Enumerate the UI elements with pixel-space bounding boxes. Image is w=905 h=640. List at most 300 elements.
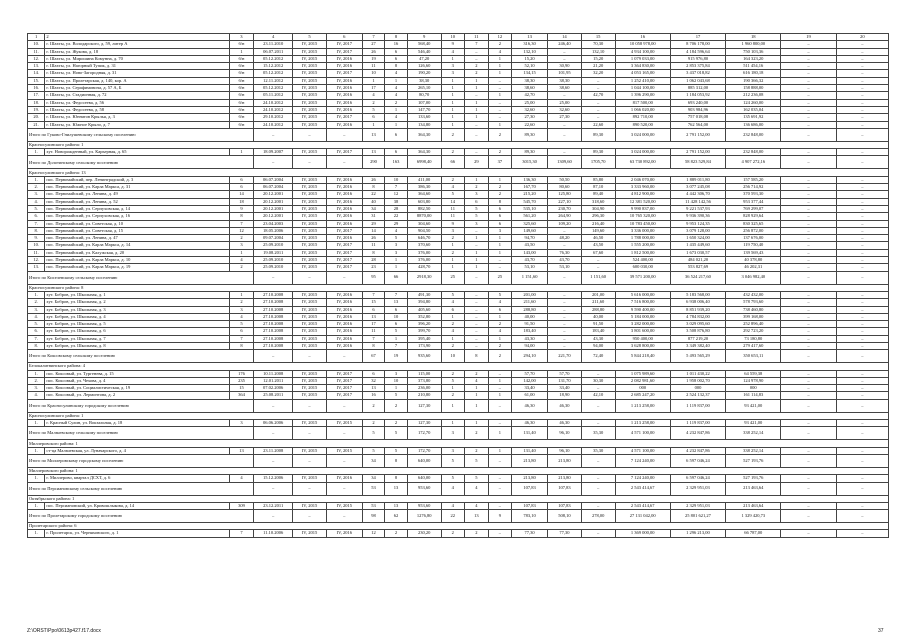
table-cell: Итого по Гуково-Гнилушевскому сельскому поселению [28, 128, 254, 141]
table-cell: 89,30 [581, 149, 615, 156]
table-cell: 25.09.2010 [254, 242, 293, 249]
table-cell: 1 958 002,70 [670, 377, 725, 384]
table-cell: 3 801 600,00 [615, 328, 670, 335]
table-cell: 2 [441, 370, 465, 377]
table-cell: б/н [229, 70, 254, 77]
table-cell: 32,60 [512, 106, 548, 113]
table-cell: 3 079 128,00 [670, 227, 725, 234]
table-cell: хут. Бобров, ул. Школьная, д. 2 [45, 299, 229, 306]
table-cell: 101,95 [548, 70, 582, 77]
table-cell: IV, 2015 [293, 530, 327, 537]
table-cell: 535,10 [512, 205, 548, 212]
table-cell: 230,70 [548, 205, 582, 212]
table-cell: 29.10.2012 [254, 114, 293, 121]
table-cell: 3 [385, 370, 408, 377]
table-cell: 235 [229, 377, 254, 384]
table-cell: – [548, 342, 582, 349]
table-cell: 1 555 200,00 [615, 242, 670, 249]
table-cell: IV, 2016 [326, 77, 362, 84]
table-cell: 18.05.2006 [254, 227, 293, 234]
table-cell: – [836, 420, 888, 427]
table-cell: Итого по Коксовскому сельскому поселению [28, 350, 254, 363]
table-cell: 23.12.2011 [254, 502, 293, 509]
table-cell: 12 [385, 191, 408, 198]
table-cell: 1 [441, 242, 465, 249]
table-cell: – [781, 510, 836, 523]
table-cell: – [781, 342, 836, 349]
table-cell: 34 [362, 205, 385, 212]
table-cell: IV, 2016 [326, 205, 362, 212]
table-cell: 13 [385, 482, 408, 495]
table-cell: 1 [465, 85, 489, 92]
table-cell: 22,60 [512, 121, 548, 128]
table-cell: 1 [488, 377, 512, 384]
table-cell: 1 [441, 264, 465, 271]
table-cell: 1 [441, 420, 465, 427]
table-cell: – [488, 114, 512, 121]
table-cell: IV, 2017 [326, 377, 362, 384]
table-cell: 17 [670, 34, 725, 41]
table-cell: – [781, 149, 836, 156]
section-heading-row [28, 495, 889, 502]
table-cell: 12.11.2012 [254, 77, 293, 84]
table-cell: IV, 2016 [326, 306, 362, 313]
table-cell: 16. [28, 85, 45, 92]
table-cell: 6 [229, 176, 254, 183]
table-cell: 1. [28, 370, 45, 377]
table-cell: 1 [465, 249, 489, 256]
table-cell: 2 [488, 191, 512, 198]
table-cell: 296,30 [581, 213, 615, 220]
table-cell: – [581, 85, 615, 92]
table-cell: 19 [385, 350, 408, 363]
table-cell: 1 062 043,68 [670, 77, 725, 84]
table-cell: 162 035,04 [726, 106, 781, 113]
section-heading-row [28, 440, 889, 447]
table-cell: – [781, 121, 836, 128]
table-cell: 11 [441, 205, 465, 212]
table-cell: хут. Бобров, ул. Школьная, д. 7 [45, 335, 229, 342]
table-cell: – [836, 271, 888, 284]
table-cell: 211,60 [512, 299, 548, 306]
table-cell: 1 [488, 392, 512, 399]
table-cell: 173,90 [407, 342, 441, 349]
table-cell: 6 [326, 34, 362, 41]
table-cell: 6. [28, 213, 45, 220]
table-cell: IV, 2016 [326, 121, 362, 128]
table-cell: г. Шахты, ул. Мирошина Комунна, д. 70 [45, 55, 229, 62]
table-cell: 4 [441, 184, 465, 191]
table-cell: пос. Первомайский, ул. Карла Маркса, д. 10 [45, 257, 229, 264]
table-cell: 2 [362, 420, 385, 427]
table-cell: IV, 2015 [293, 257, 327, 264]
table-cell: 39 571 200,00 [615, 271, 670, 284]
table-cell: – [836, 121, 888, 128]
table-cell: 1 673 030,57 [670, 249, 725, 256]
table-cell: 95 [362, 271, 385, 284]
table-cell: 227,10 [548, 198, 582, 205]
table-cell: – [548, 55, 582, 62]
table-cell: 14 [441, 198, 465, 205]
table-cell: 4 [385, 70, 408, 77]
table-cell: 42,70 [581, 92, 615, 99]
table-cell: 19 [362, 55, 385, 62]
table-cell: 213 463,64 [726, 502, 781, 509]
table-cell: 1 812 500,00 [615, 249, 670, 256]
table-cell: 11 [362, 63, 385, 70]
table-cell: 9 [229, 205, 254, 212]
subtotal-row [28, 156, 889, 169]
table-cell: – [836, 335, 888, 342]
table-cell: IV, 2015 [293, 264, 327, 271]
table-cell: – [836, 321, 888, 328]
table-cell: 2 [441, 342, 465, 349]
table-cell: 136,30 [512, 176, 548, 183]
table-cell: г. Шахты, ул. Володарского, д. 59, литер А [45, 41, 229, 48]
table-cell: 10 058 978,00 [615, 41, 670, 48]
table-cell: Красносулинского района: 1 [28, 141, 889, 148]
table-cell: 15 [362, 299, 385, 306]
table-cell: 5 [385, 392, 408, 399]
table-row [28, 328, 889, 335]
table-cell: г. Шахты, ул. Нагорный Тупик, д. 31 [45, 63, 229, 70]
table-row [28, 313, 889, 320]
table-cell: 27.10.2008 [254, 342, 293, 349]
table-cell: – [293, 510, 327, 523]
table-cell: IV, 2015 [293, 420, 327, 427]
table-row [28, 213, 889, 220]
table-cell: 1705,70 [581, 156, 615, 169]
table-cell: 8 [385, 475, 408, 482]
table-cell: – [581, 502, 615, 509]
table-cell: – [836, 350, 888, 363]
table-cell: 1 [488, 92, 512, 99]
table-cell: – [836, 510, 888, 523]
table-cell: – [836, 235, 888, 242]
table-cell: 98 [362, 510, 385, 523]
table-cell: – [581, 370, 615, 377]
table-cell: – [781, 271, 836, 284]
table-cell: 264,90 [548, 213, 582, 220]
table-row [28, 121, 889, 128]
table-cell: Миллеровского района: 1 [28, 440, 889, 447]
table-cell: 13 [362, 128, 385, 141]
table-cell: 1. [28, 149, 45, 156]
table-cell: 06.07.2004 [254, 176, 293, 183]
table-cell: 395,40 [407, 335, 441, 342]
table-cell: 18 [726, 34, 781, 41]
table-cell: 62 [385, 510, 408, 523]
table-cell: 2 [229, 235, 254, 242]
table-cell: 600 030,00 [615, 264, 670, 271]
table-cell: – [836, 99, 888, 106]
table-cell: – [293, 156, 327, 169]
table-cell: 27 [362, 41, 385, 48]
table-cell: 134,15 [512, 70, 548, 77]
table-cell: 66 [385, 271, 408, 284]
table-cell: 67 [362, 350, 385, 363]
table-cell: 115,00 [407, 370, 441, 377]
table-cell: 126,60 [407, 63, 441, 70]
table-cell: 1 [28, 34, 45, 41]
table-cell: 14. [28, 70, 45, 77]
table-cell: 1 [229, 249, 254, 256]
table-cell: 1 [385, 77, 408, 84]
table-cell: 338 252,14 [726, 447, 781, 454]
subtotal-row [28, 128, 889, 141]
table-cell: 292 723,20 [726, 328, 781, 335]
table-row [28, 106, 889, 113]
table-cell: 2 [441, 321, 465, 328]
table-cell: г. Шахты, ул. Жукова, д. 18 [45, 48, 229, 55]
table-cell: 133,60 [407, 114, 441, 121]
table-cell: 1 119 837,00 [670, 420, 725, 427]
table-cell: 3 024 000,00 [615, 149, 670, 156]
table-cell: 33,40 [548, 385, 582, 392]
table-cell: 1 [441, 55, 465, 62]
table-cell: 5. [28, 321, 45, 328]
table-cell: 6 [362, 370, 385, 377]
table-cell: 201,00 [512, 291, 548, 298]
table-row [28, 176, 889, 183]
table-cell: 8 [362, 249, 385, 256]
table-cell: 32 [362, 377, 385, 384]
table-cell: Итого по Мальчевскому сельскому поселению [28, 427, 254, 440]
table-cell: – [781, 55, 836, 62]
table-cell: 1 [441, 106, 465, 113]
table-cell: 107,83 [512, 502, 548, 509]
table-cell: 1 [488, 176, 512, 183]
table-cell: 211,60 [581, 299, 615, 306]
table-cell: 143,00 [512, 249, 548, 256]
table-cell: – [548, 48, 582, 55]
table-cell: 1 296 213,00 [670, 530, 725, 537]
table-cell: 13. [28, 63, 45, 70]
table-cell: 5 [465, 213, 489, 220]
table-cell: 4 907 272,16 [726, 156, 781, 169]
table-cell: 4 184 596,64 [670, 48, 725, 55]
table-cell: 232 848,00 [726, 149, 781, 156]
table-cell: 3 [229, 242, 254, 249]
table-cell: 66 787,00 [726, 530, 781, 537]
table-cell: 2 [362, 399, 385, 412]
table-cell: 3. [28, 191, 45, 198]
table-cell: 9 936 390,36 [670, 213, 725, 220]
table-cell: 2 [488, 342, 512, 349]
table-cell: 66 [441, 156, 465, 169]
table-cell: 2 [229, 264, 254, 271]
table-cell: 4 232 847,86 [670, 427, 725, 440]
table-cell: 124 978,90 [726, 377, 781, 384]
table-cell: IV, 2017 [326, 385, 362, 392]
table-cell: – [836, 342, 888, 349]
table-cell: 2918,30 [407, 271, 441, 284]
table-cell: – [781, 370, 836, 377]
table-row [28, 227, 889, 234]
table-row [28, 447, 889, 454]
table-cell: 1 252 410,00 [615, 77, 670, 84]
table-cell: 23.04.2003 [254, 220, 293, 227]
table-cell: – [581, 385, 615, 392]
table-cell: 1 369 000,00 [615, 530, 670, 537]
table-cell: Красносулинского района: 13 [28, 169, 889, 176]
table-cell: 1 [441, 99, 465, 106]
table-cell: 06.07.2011 [254, 48, 293, 55]
table-cell: – [836, 220, 888, 227]
table-cell: 38,30 [407, 77, 441, 84]
table-cell: 1 [488, 313, 512, 320]
table-cell: IV, 2015 [293, 342, 327, 349]
table-cell: 3 [229, 34, 254, 41]
table-cell: 325,60 [512, 220, 548, 227]
table-cell: – [781, 321, 836, 328]
section-heading-row [28, 284, 889, 291]
table-cell: 12 [229, 227, 254, 234]
table-cell: 6 [385, 321, 408, 328]
table-cell: – [488, 99, 512, 106]
table-cell: 1. [28, 530, 45, 537]
table-cell: IV, 2016 [326, 328, 362, 335]
table-cell: 20. [28, 114, 45, 121]
table-cell: 4 [385, 114, 408, 121]
table-cell: г. Шахты, ул. Серафимовича, д. 57 А, Б [45, 85, 229, 92]
table-row [28, 70, 889, 77]
table-cell: IV, 2015 [326, 420, 362, 427]
table-cell: 34 [362, 454, 385, 467]
table-cell: – [781, 156, 836, 169]
table-row [28, 257, 889, 264]
table-cell: 15 [229, 385, 254, 392]
table-cell: 96,10 [548, 427, 582, 440]
table-cell: – [836, 41, 888, 48]
table-cell: 64 559,38 [726, 370, 781, 377]
table-cell: 2 791 152,00 [670, 149, 725, 156]
table-cell: – [781, 264, 836, 271]
table-cell: 3 029 095,60 [670, 321, 725, 328]
table-row [28, 149, 889, 156]
table-cell: 20.12.2001 [254, 191, 293, 198]
table-cell: – [836, 328, 888, 335]
table-cell: – [465, 291, 489, 298]
table-cell: – [293, 482, 327, 495]
table-row [28, 264, 889, 271]
table-cell: – [581, 77, 615, 84]
table-cell: 578 793,60 [726, 299, 781, 306]
section-heading-row [28, 141, 889, 148]
table-cell: хут. Бобров, ул. Школьная, д. 3 [45, 306, 229, 313]
table-cell: 2 [385, 420, 408, 427]
table-cell: IV, 2017 [326, 257, 362, 264]
table-row [28, 184, 889, 191]
table-cell: 3 [229, 306, 254, 313]
table-cell: – [781, 249, 836, 256]
table-cell: 252 896,40 [726, 321, 781, 328]
table-cell: 4 812 900,00 [615, 191, 670, 198]
table-cell: – [293, 427, 327, 440]
table-cell: 6 597 046,24 [670, 454, 725, 467]
table-row [28, 191, 889, 198]
table-cell: 5 844 218,40 [615, 350, 670, 363]
table-cell: 428,70 [407, 264, 441, 271]
table-cell: 27.10.2008 [254, 328, 293, 335]
table-cell: 38,30 [512, 77, 548, 84]
table-cell: 1 [385, 257, 408, 264]
table-cell: 40,00 [581, 313, 615, 320]
table-cell: 6 [441, 306, 465, 313]
table-cell: г. Шахты, ул. Юннатов Крылья, д. 3 [45, 114, 229, 121]
table-cell: ст-ца Мальчевская, ул. Луначарского, д. 4 [45, 447, 229, 454]
table-cell: – [781, 377, 836, 384]
table-cell: 3 [465, 191, 489, 198]
table-cell: 1 [385, 385, 408, 392]
table-cell: – [488, 420, 512, 427]
table-cell: хут. Бобров, ул. Школьная, д. 6 [45, 328, 229, 335]
table-cell: – [781, 392, 836, 399]
table-cell: 1 [488, 447, 512, 454]
table-cell: 46 202,31 [726, 264, 781, 271]
table-cell: 1 [385, 264, 408, 271]
table-cell: – [254, 454, 293, 467]
table-cell: 561,20 [512, 213, 548, 220]
table-cell: – [781, 242, 836, 249]
table-cell: 05.11.2012 [254, 92, 293, 99]
table-cell: IV, 2015 [293, 205, 327, 212]
table-cell: 1 329 420,73 [726, 510, 781, 523]
table-row [28, 392, 889, 399]
table-cell: 2 [441, 235, 465, 242]
table-cell: 9 953 124,35 [670, 220, 725, 227]
table-cell: – [254, 510, 293, 523]
table-cell: – [781, 427, 836, 440]
table-cell: – [836, 242, 888, 249]
table-cell: 89,30 [581, 128, 615, 141]
table-cell: 3 [441, 447, 465, 454]
table-cell: 10. [28, 242, 45, 249]
table-cell: 9. [28, 235, 45, 242]
table-cell: 27.10.2008 [254, 313, 293, 320]
table-row [28, 235, 889, 242]
table-cell: – [548, 128, 582, 141]
table-cell: 1. [28, 447, 45, 454]
table-cell: пос. Первомайский, ул. Советская, д. 10 [45, 220, 229, 227]
table-cell: 5 616 000,00 [615, 291, 670, 298]
table-cell: 1 [362, 121, 385, 128]
table-cell: Итого по Миллеровскому городскому поселению [28, 454, 254, 467]
table-cell: 80,70 [407, 92, 441, 99]
table-cell: 1 151,60 [581, 271, 615, 284]
table-cell: 3015,30 [512, 156, 548, 169]
subtotal-row [28, 510, 889, 523]
table-cell: 3 077 245,08 [670, 184, 725, 191]
table-cell: 27.10.2008 [254, 306, 293, 313]
table-cell: 1 [441, 85, 465, 92]
table-cell: – [581, 106, 615, 113]
table-cell: IV, 2017 [326, 242, 362, 249]
table-cell: 399 168,00 [726, 313, 781, 320]
table-cell: 20.12.2001 [254, 198, 293, 205]
table-cell: IV, 2017 [326, 370, 362, 377]
table-cell: 77,30 [512, 530, 548, 537]
table-cell: 3 [488, 227, 512, 234]
table-cell: 953 377,44 [726, 198, 781, 205]
table-cell: 19 [781, 34, 836, 41]
table-cell: – [548, 299, 582, 306]
table-cell: 2 [488, 128, 512, 141]
table-cell: 877 219,20 [670, 335, 725, 342]
table-cell: – [836, 482, 888, 495]
table-cell: – [326, 399, 362, 412]
table-cell: 10 [385, 176, 408, 183]
